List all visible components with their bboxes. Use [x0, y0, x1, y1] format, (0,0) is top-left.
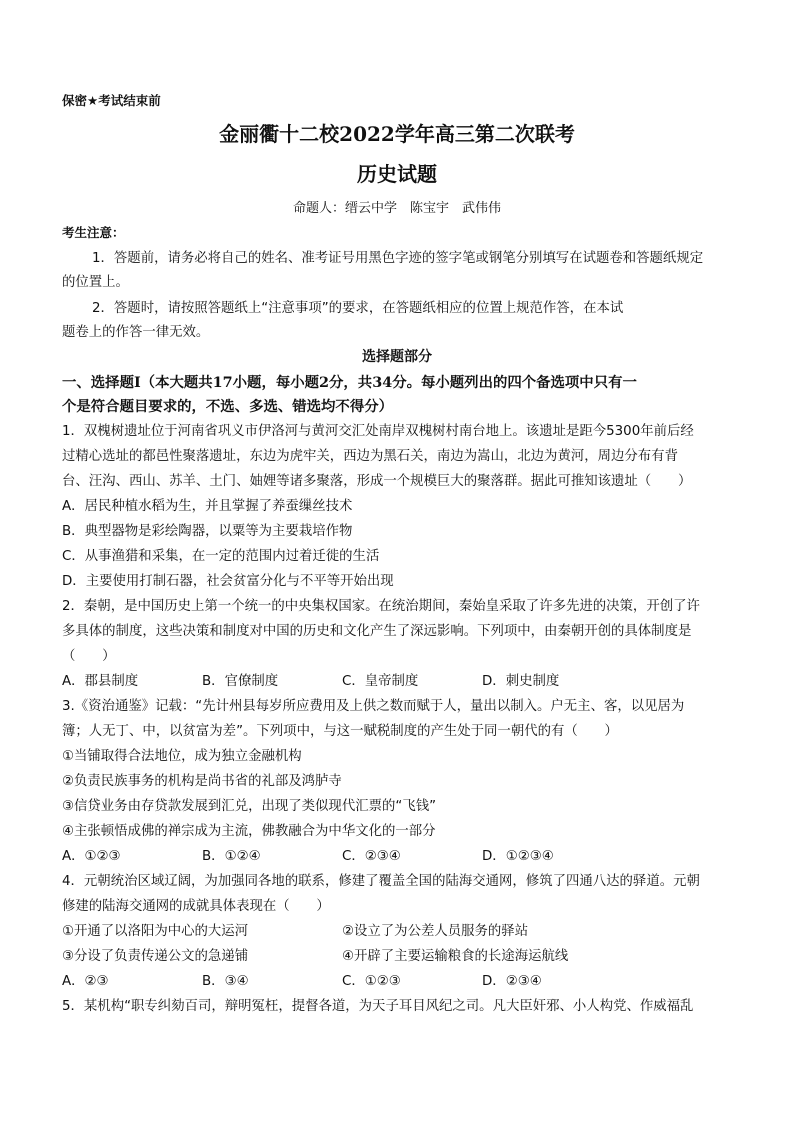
q2-option-c: C．皇帝制度 [342, 674, 419, 689]
q4-options [62, 974, 742, 990]
q3-item-4: ④主张顿悟成佛的禅宗成为主流，佛教融合为中华文化的一部分 [62, 824, 436, 839]
q4-option-a: A．②③ [62, 974, 109, 989]
notice-item-1-cont: 的位置上。 [62, 275, 129, 290]
q1-option-b: B．典型器物是彩绘陶器，以粟等为主要栽培作物 [62, 524, 353, 539]
q2-option-a: A．郡县制度 [62, 674, 139, 689]
q2-options [62, 674, 742, 690]
q2-stem-line-2: 多具体的制度，这些决策和制度对中国的历史和文化产生了深远影响。下列项中，由秦朝开创的具体制度是 [62, 624, 692, 639]
q3-option-d: D．①②③④ [482, 849, 554, 864]
q4-items-row-2 [62, 949, 742, 965]
q3-item-1: ①当铺取得合法地位，成为独立金融机构 [62, 749, 302, 764]
q4-option-b: B．③④ [202, 974, 249, 989]
q1-stem-line-3: 台、汪沟、西山、苏羊、土门、妯娌等诸多聚落，形成一个规模巨大的聚落群。据此可推知该遗址（ ） [62, 474, 692, 489]
q4-item-4: ④开辟了主要运输粮食的长途海运航线 [342, 949, 569, 964]
q1-option-d: D．主要使用打制石器，社会贫富分化与不平等开始出现 [62, 574, 394, 589]
section-title: 选择题部分 [362, 349, 432, 365]
q4-item-3: ③分设了负责传递公文的急递铺 [62, 949, 249, 964]
q4-stem-line-2: 修建的陆海交通网的成就具体表现在（ ） [62, 899, 330, 914]
q3-option-b: B．①②④ [202, 849, 261, 864]
exam-subtitle: 历史试题 [357, 162, 437, 186]
q2-stem-line-3: （ ） [62, 649, 116, 664]
q4-option-c: C．①②③ [342, 974, 401, 989]
q3-item-2: ②负责民族事务的机构是尚书省的礼部及鸿胪寺 [62, 774, 342, 789]
q1-option-a: A．居民种植水稻为生，并且掌握了养蚕缫丝技术 [62, 499, 353, 514]
notice-item-2: 2．答题时，请按照答题纸上“注意事项”的要求，在答题纸相应的位置上规范作答，在本试 [92, 301, 624, 316]
q4-items-row-1 [62, 924, 742, 940]
q4-option-d: D．②③④ [482, 974, 542, 989]
q3-stem: 3.《资治通鉴》记载：“先计州县每岁所应费用及上供之数而赋于人，量出以制入。户无主、客，以见居为 [62, 699, 685, 714]
q5-stem: 5．某机构“职专纠劾百司，辩明冤枉，提督各道，为天子耳目风纪之司。凡大臣奸邪、小人构党、作威福乱 [62, 999, 694, 1014]
notice-heading: 考生注意： [62, 225, 125, 240]
q4-item-1: ①开通了以洛阳为中心的大运河 [62, 924, 249, 939]
notice-item-2-cont: 题卷上的作答一律无效。 [62, 325, 210, 340]
part-1-instructions-cont: 个是符合题目要求的，不选、多选、错选均不得分） [62, 398, 393, 415]
exam-title: 金丽衢十二校2022学年高三第二次联考 [219, 122, 575, 146]
q3-options [62, 849, 742, 865]
part-1-instructions: 一、选择题Ⅰ（本大题共17小题，每小题2分，共34分。每小题列出的四个备选项中只有一 [62, 374, 637, 391]
secret-mark: 保密★考试结束前 [62, 93, 161, 108]
q2-option-b: B．官僚制度 [202, 674, 279, 689]
q1-stem-line-2: 过精心选址的都邑性聚落遗址，东边为虎牢关，西边为黑石关，南边为嵩山，北边为黄河，周边分布有背 [62, 449, 678, 464]
q1-option-c: C．从事渔猎和采集，在一定的范围内过着迁徙的生活 [62, 549, 380, 564]
q1-stem: 1．双槐树遗址位于河南省巩义市伊洛河与黄河交汇处南岸双槐树村南台地上。该遗址是距今5300年前后经 [62, 424, 694, 439]
authors-line: 命题人：缙云中学 陈宝宇 武伟伟 [292, 201, 501, 216]
q4-item-2: ②设立了为公差人员服务的驿站 [342, 924, 529, 939]
q3-stem-line-2: 簿；人无丁、中，以贫富为差”。下列项中，与这一赋税制度的产生处于同一朝代的有（ ） [62, 724, 618, 739]
notice-item-1: 1．答题前，请务必将自己的姓名、准考证号用黑色字迹的签字笔或钢笔分别填写在试题卷和答题纸规定 [92, 251, 704, 266]
q4-stem: 4．元朝统治区域辽阔，为加强同各地的联系，修建了覆盖全国的陆海交通网，修筑了四通八达的驿道。元朝 [62, 874, 700, 889]
q2-stem: 2．秦朝，是中国历史上第一个统一的中央集权国家。在统治期间，秦始皇采取了许多先进的决策，开创了许 [62, 599, 700, 614]
q3-item-3: ③信贷业务由存贷款发展到汇兑，出现了类似现代汇票的“飞钱” [62, 799, 437, 814]
q2-option-d: D．刺史制度 [482, 674, 560, 689]
q3-option-a: A．①②③ [62, 849, 121, 864]
q3-option-c: C．②③④ [342, 849, 401, 864]
